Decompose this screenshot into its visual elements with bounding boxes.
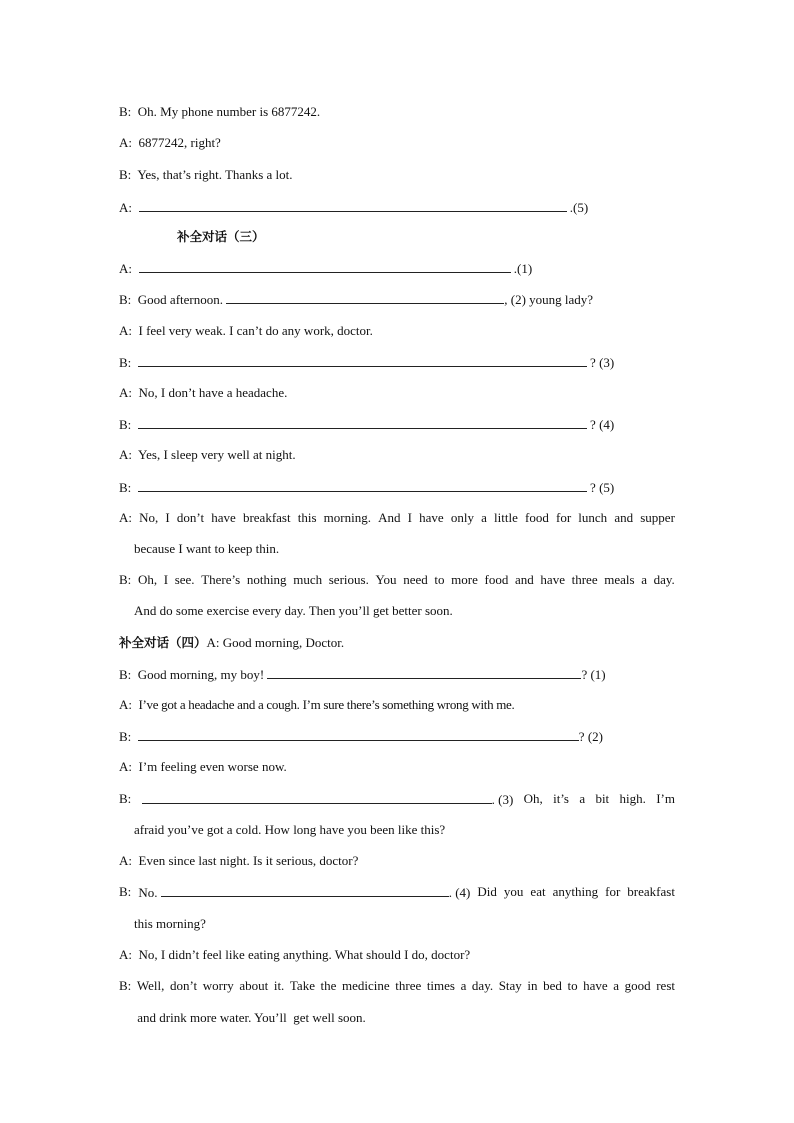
- speaker-label: B:: [119, 104, 132, 119]
- line-text: I feel very weak. I can’t do any work, doctor.: [138, 323, 373, 338]
- line-word: little: [494, 510, 518, 525]
- line-word: a: [613, 978, 620, 993]
- line-text: Yes, I sleep very well at night.: [138, 447, 296, 462]
- answer-blank[interactable]: [142, 791, 492, 804]
- line-word: anything: [552, 884, 599, 899]
- line-word: only: [450, 510, 474, 525]
- section-heading: 补全对话（三）: [177, 229, 265, 244]
- speaker-label: B:: [119, 667, 132, 682]
- line-word: three: [395, 978, 422, 993]
- line-text: Good morning, my boy!: [137, 667, 268, 682]
- line-word: breakfast: [627, 884, 675, 899]
- dialogue-line: [119, 199, 588, 216]
- speaker-label: A:: [119, 385, 132, 400]
- line-word: breakfast: [242, 510, 291, 525]
- speaker-label: A:: [119, 135, 132, 150]
- dialogue-line-justified: [119, 884, 675, 901]
- speaker-label: B:: [119, 292, 132, 307]
- question-number: ? (1): [581, 667, 606, 682]
- line-word: in: [527, 978, 538, 993]
- speaker-label: A:: [119, 759, 132, 774]
- line-continuation: and drink more water. You’ll get well soon.: [134, 1010, 366, 1025]
- line-continuation: because I want to keep thin.: [134, 541, 280, 556]
- line-word: medicine: [342, 978, 390, 993]
- section-heading: 补全对话（四）: [119, 635, 207, 650]
- line-text: No, I didn’t feel like eating anything. What should I do, doctor?: [138, 947, 471, 962]
- speaker-label: B:: [119, 417, 132, 432]
- line-word: bed: [543, 978, 562, 993]
- line-word: don’t: [176, 510, 205, 525]
- line-word: Did: [477, 884, 497, 899]
- line-word: day.: [471, 978, 494, 993]
- line-word: high.: [619, 791, 646, 806]
- line-word: And: [378, 510, 401, 525]
- speaker-label: B:: [119, 791, 132, 806]
- line-word: Oh,: [523, 791, 543, 806]
- line-word: times: [426, 978, 455, 993]
- answer-blank[interactable]: [138, 728, 579, 741]
- line-text: Good morning, Doctor.: [219, 635, 345, 650]
- question-number: ? (3): [586, 355, 615, 370]
- line-word: need: [403, 572, 428, 587]
- line-word: three: [571, 572, 598, 587]
- question-number: .(5): [566, 200, 589, 215]
- dialogue-line: [119, 447, 296, 463]
- question-number: . (3): [491, 792, 514, 807]
- dialogue-line: [119, 104, 320, 120]
- dialogue-line: [119, 947, 470, 963]
- question-number: ? (5): [586, 480, 615, 495]
- speaker-label: B:: [119, 167, 132, 182]
- answer-blank[interactable]: [267, 666, 581, 679]
- line-word: rest: [656, 978, 675, 993]
- line-word: day.: [653, 572, 675, 587]
- line-word: Well,: [136, 978, 165, 993]
- line-word: it.: [273, 978, 285, 993]
- line-word: have: [540, 572, 565, 587]
- line-text: Yes, that’s right. Thanks a lot.: [137, 167, 293, 182]
- dialogue-line-justified: [119, 978, 675, 994]
- dialogue-line: [119, 666, 606, 683]
- line-text: I’m feeling even worse now.: [138, 759, 287, 774]
- speaker-label: A:: [119, 447, 132, 462]
- line-word: to: [567, 978, 578, 993]
- speaker-label: A:: [119, 853, 132, 868]
- line-word: have: [419, 510, 444, 525]
- line-word: and: [614, 510, 634, 525]
- speaker-label: B:: [119, 355, 132, 370]
- line-word: for: [605, 884, 621, 899]
- line-word: I’m: [656, 791, 675, 806]
- speaker-label: A:: [119, 323, 132, 338]
- line-word: a: [579, 791, 586, 806]
- line-text: No.: [138, 885, 161, 900]
- line-word: more: [451, 572, 478, 587]
- speaker-label: A:: [119, 200, 132, 215]
- line-word: a: [641, 572, 647, 587]
- answer-blank[interactable]: [138, 479, 587, 492]
- line-word: No,: [139, 510, 159, 525]
- line-word: There’s: [201, 572, 241, 587]
- line-continuation: And do some exercise every day. Then you’ll get better soon.: [134, 603, 453, 618]
- line-text: Good afternoon.: [137, 292, 227, 307]
- line-word: see.: [174, 572, 195, 587]
- answer-group: [142, 791, 514, 808]
- speaker-label: A:: [119, 510, 132, 525]
- line-word: lunch: [578, 510, 608, 525]
- line-word: this: [297, 510, 317, 525]
- line-word: supper: [640, 510, 675, 525]
- dialogue-line: [119, 135, 221, 151]
- answer-group: [138, 884, 470, 901]
- line-word: I: [163, 572, 169, 587]
- answer-blank[interactable]: [139, 260, 511, 273]
- answer-blank[interactable]: [138, 416, 587, 429]
- line-word: a: [481, 510, 487, 525]
- line-word: much: [293, 572, 323, 587]
- line-word: worry: [202, 978, 234, 993]
- line-word: Take: [289, 978, 315, 993]
- line-word: I: [165, 510, 170, 525]
- dialogue-line: [119, 385, 287, 401]
- dialogue-line: [119, 354, 614, 371]
- line-text: No, I don’t have a headache.: [138, 385, 288, 400]
- dialogue-line-justified: [119, 510, 675, 526]
- dialogue-line: [119, 479, 614, 496]
- line-word: nothing: [246, 572, 287, 587]
- line-word: Oh,: [137, 572, 158, 587]
- speaker-label: B:: [119, 884, 132, 899]
- line-word: you: [503, 884, 524, 899]
- question-number: . (4): [448, 885, 471, 900]
- line-word: don’t: [169, 978, 198, 993]
- line-text: I’ve got a headache and a cough. I’m sure there’s something wrong with me.: [138, 697, 515, 712]
- line-word: to: [434, 572, 445, 587]
- line-word: food: [525, 510, 549, 525]
- answer-blank[interactable]: [226, 291, 504, 304]
- line-word: Stay: [498, 978, 522, 993]
- speaker-label: A:: [119, 947, 132, 962]
- speaker-label: A:: [119, 261, 132, 276]
- line-word: have: [211, 510, 236, 525]
- line-word: have: [583, 978, 608, 993]
- line-word: food: [484, 572, 509, 587]
- line-word: good: [624, 978, 651, 993]
- answer-blank[interactable]: [139, 199, 567, 212]
- dialogue-line: [119, 759, 287, 775]
- speaker-label: B:: [119, 480, 132, 495]
- dialogue-line: [119, 291, 593, 308]
- dialogue-line-justified: [119, 572, 675, 588]
- line-word: I: [407, 510, 412, 525]
- dialogue-line: [119, 697, 514, 713]
- line-word: You: [375, 572, 397, 587]
- speaker-label: B:: [119, 978, 132, 993]
- dialogue-line: [119, 167, 293, 183]
- speaker-label: A:: [119, 697, 132, 712]
- speaker-label: B:: [119, 729, 132, 744]
- question-number: .(1): [510, 261, 533, 276]
- line-text: Oh. My phone number is 6877242.: [137, 104, 321, 119]
- line-word: it’s: [553, 791, 569, 806]
- line-word: meals: [604, 572, 635, 587]
- question-number: , (2) young lady?: [504, 292, 594, 307]
- line-word: a: [460, 978, 467, 993]
- line-text: 6877242, right?: [138, 135, 221, 150]
- line-continuation: this morning?: [134, 916, 206, 931]
- line-word: morning.: [323, 510, 371, 525]
- dialogue-line: [119, 323, 373, 339]
- line-text: Even since last night. Is it serious, doctor?: [138, 853, 359, 868]
- line-word: eat: [530, 884, 546, 899]
- line-continuation: afraid you’ve got a cold. How long have you been like this?: [134, 822, 446, 837]
- dialogue-line: [119, 853, 358, 869]
- dialogue-line: [119, 635, 344, 651]
- dialogue-line-justified: [119, 791, 675, 808]
- question-number: ? (4): [586, 417, 615, 432]
- line-word: and: [515, 572, 534, 587]
- speaker-label: A:: [206, 635, 220, 650]
- dialogue-line: [119, 416, 614, 433]
- dialogue-line: [119, 728, 603, 745]
- line-word: for: [555, 510, 572, 525]
- answer-blank[interactable]: [138, 354, 587, 367]
- answer-blank[interactable]: [161, 884, 449, 897]
- speaker-label: B:: [119, 572, 132, 587]
- line-word: the: [320, 978, 337, 993]
- dialogue-line: [119, 260, 532, 277]
- line-word: bit: [595, 791, 610, 806]
- line-word: about: [239, 978, 269, 993]
- question-number: ? (2): [578, 729, 603, 744]
- line-word: serious.: [328, 572, 369, 587]
